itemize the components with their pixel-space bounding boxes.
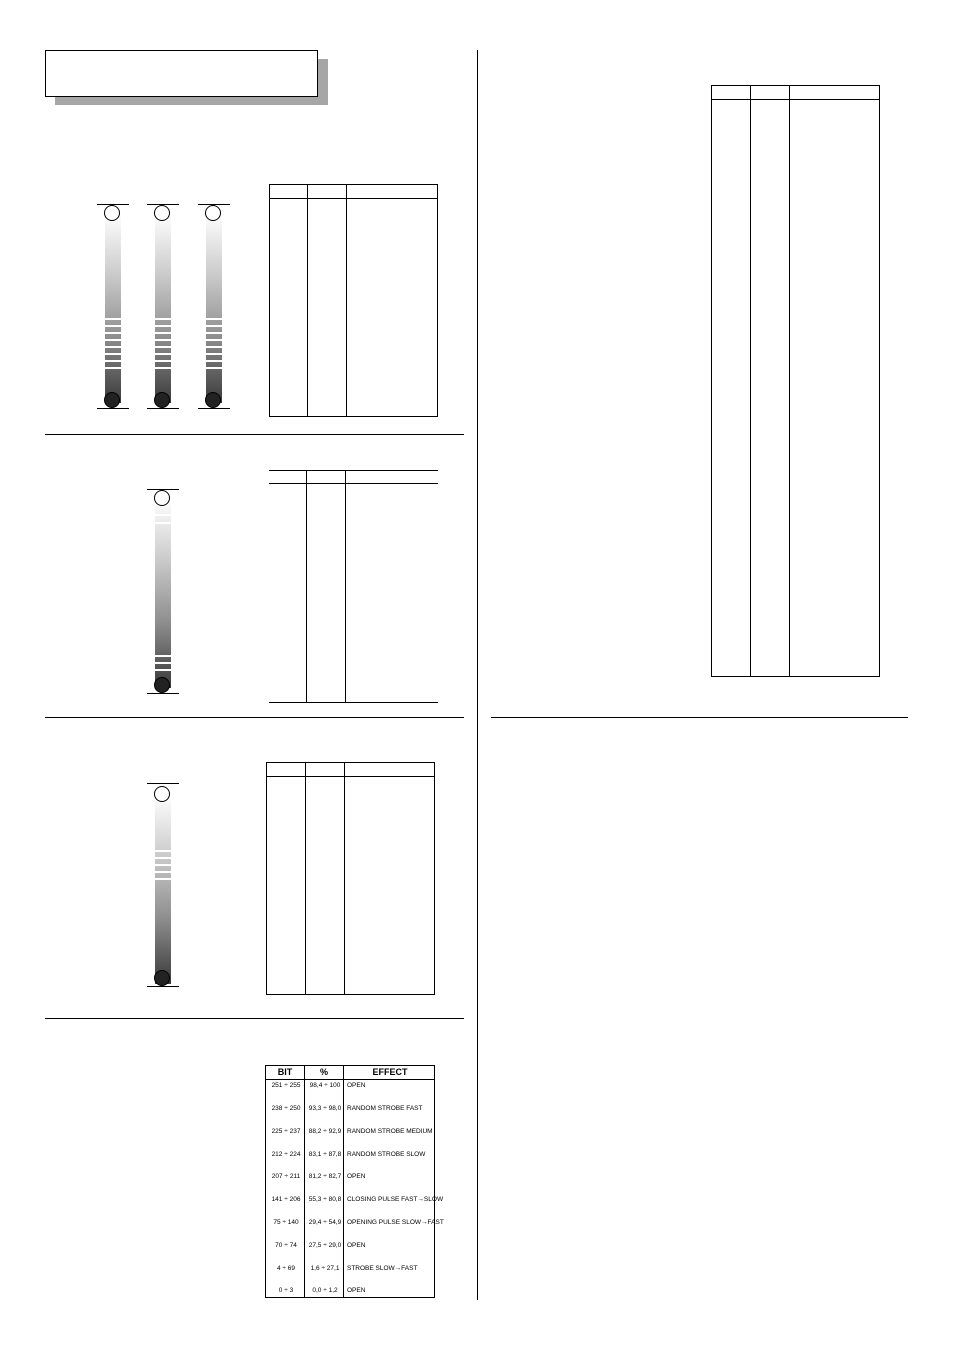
- table-header: [266, 1066, 434, 1080]
- fader-top-knob: [154, 490, 170, 506]
- cell-percent: 81,2 ÷ 82,7: [308, 1173, 342, 1180]
- header-percent: %: [319, 1067, 328, 1077]
- cell-bit: 225 ÷ 237: [271, 1128, 301, 1135]
- cell-percent: 55,3 ÷ 80,8: [308, 1196, 342, 1203]
- table-row: [266, 1103, 434, 1115]
- cell-percent: 88,2 ÷ 92,9: [308, 1128, 342, 1135]
- cell-effect: CLOSING PULSE FAST→SLOW: [347, 1196, 444, 1203]
- cell-effect: OPEN: [347, 1173, 366, 1180]
- section-divider-right: [491, 717, 908, 718]
- cell-bit: 141 ÷ 206: [271, 1196, 301, 1203]
- table-row: [266, 1080, 434, 1092]
- fader-top-knob: [154, 205, 170, 221]
- cell-effect: RANDOM STROBE MEDIUM: [347, 1128, 433, 1135]
- title-box: [45, 50, 318, 97]
- table-section-1: [269, 184, 438, 417]
- cell-bit: 238 ÷ 250: [271, 1105, 301, 1112]
- cell-effect: OPEN: [347, 1287, 366, 1294]
- section-divider-2: [45, 717, 464, 718]
- cell-effect: OPEN: [347, 1242, 366, 1249]
- cell-percent: 98,4 ÷ 100: [309, 1082, 341, 1089]
- cell-bit: 75 ÷ 140: [273, 1219, 299, 1226]
- cell-effect: OPENING PULSE SLOW→FAST: [347, 1219, 444, 1226]
- table-row: [266, 1263, 434, 1275]
- table-right-column: [711, 85, 880, 677]
- cell-effect: STROBE SLOW→FAST: [347, 1265, 418, 1272]
- cell-bit: 4 ÷ 69: [276, 1265, 296, 1272]
- cell-percent: 0,0 ÷ 1,2: [312, 1287, 338, 1294]
- shutter-effect-table: [265, 1065, 444, 1298]
- table-row: [266, 1217, 444, 1229]
- table-row: [266, 1285, 434, 1297]
- fader-bottom-knob: [154, 970, 170, 986]
- fader-top-knob: [205, 205, 221, 221]
- table-section-3: [266, 762, 435, 995]
- section-divider-1: [45, 434, 464, 435]
- fader-top-knob: [104, 205, 120, 221]
- cell-effect: RANDOM STROBE SLOW: [347, 1151, 426, 1158]
- section-divider-3: [45, 1018, 464, 1019]
- cell-bit: 0 ÷ 3: [278, 1287, 294, 1294]
- cell-effect: RANDOM STROBE FAST: [347, 1105, 423, 1112]
- cell-effect: OPEN: [347, 1082, 366, 1089]
- fader-top-knob: [154, 786, 170, 802]
- fader-bottom-knob: [154, 677, 170, 693]
- cell-percent: 1,6 ÷ 27,1: [310, 1265, 340, 1272]
- fader-bottom-knob: [104, 392, 120, 408]
- table-row: [266, 1194, 444, 1206]
- fader-bottom-knob: [154, 392, 170, 408]
- table-row: [266, 1240, 434, 1252]
- header-effect: EFFECT: [372, 1067, 408, 1077]
- column-divider: [477, 50, 478, 1300]
- cell-bit: 251 ÷ 255: [271, 1082, 301, 1089]
- fader-bottom-knob: [205, 392, 221, 408]
- table-row: [266, 1126, 434, 1138]
- table-row: [266, 1149, 434, 1161]
- cell-bit: 212 ÷ 224: [271, 1151, 301, 1158]
- cell-percent: 93,3 ÷ 98,0: [308, 1105, 342, 1112]
- cell-bit: 70 ÷ 74: [275, 1242, 297, 1249]
- cell-percent: 29,4 ÷ 54,9: [308, 1219, 342, 1226]
- table-section-2: [269, 470, 438, 703]
- cell-percent: 27,5 ÷ 29,0: [308, 1242, 342, 1249]
- table-row: [266, 1171, 434, 1183]
- cell-bit: 207 ÷ 211: [271, 1173, 301, 1180]
- header-bit: BIT: [277, 1067, 293, 1077]
- cell-percent: 83,1 ÷ 87,8: [308, 1151, 342, 1158]
